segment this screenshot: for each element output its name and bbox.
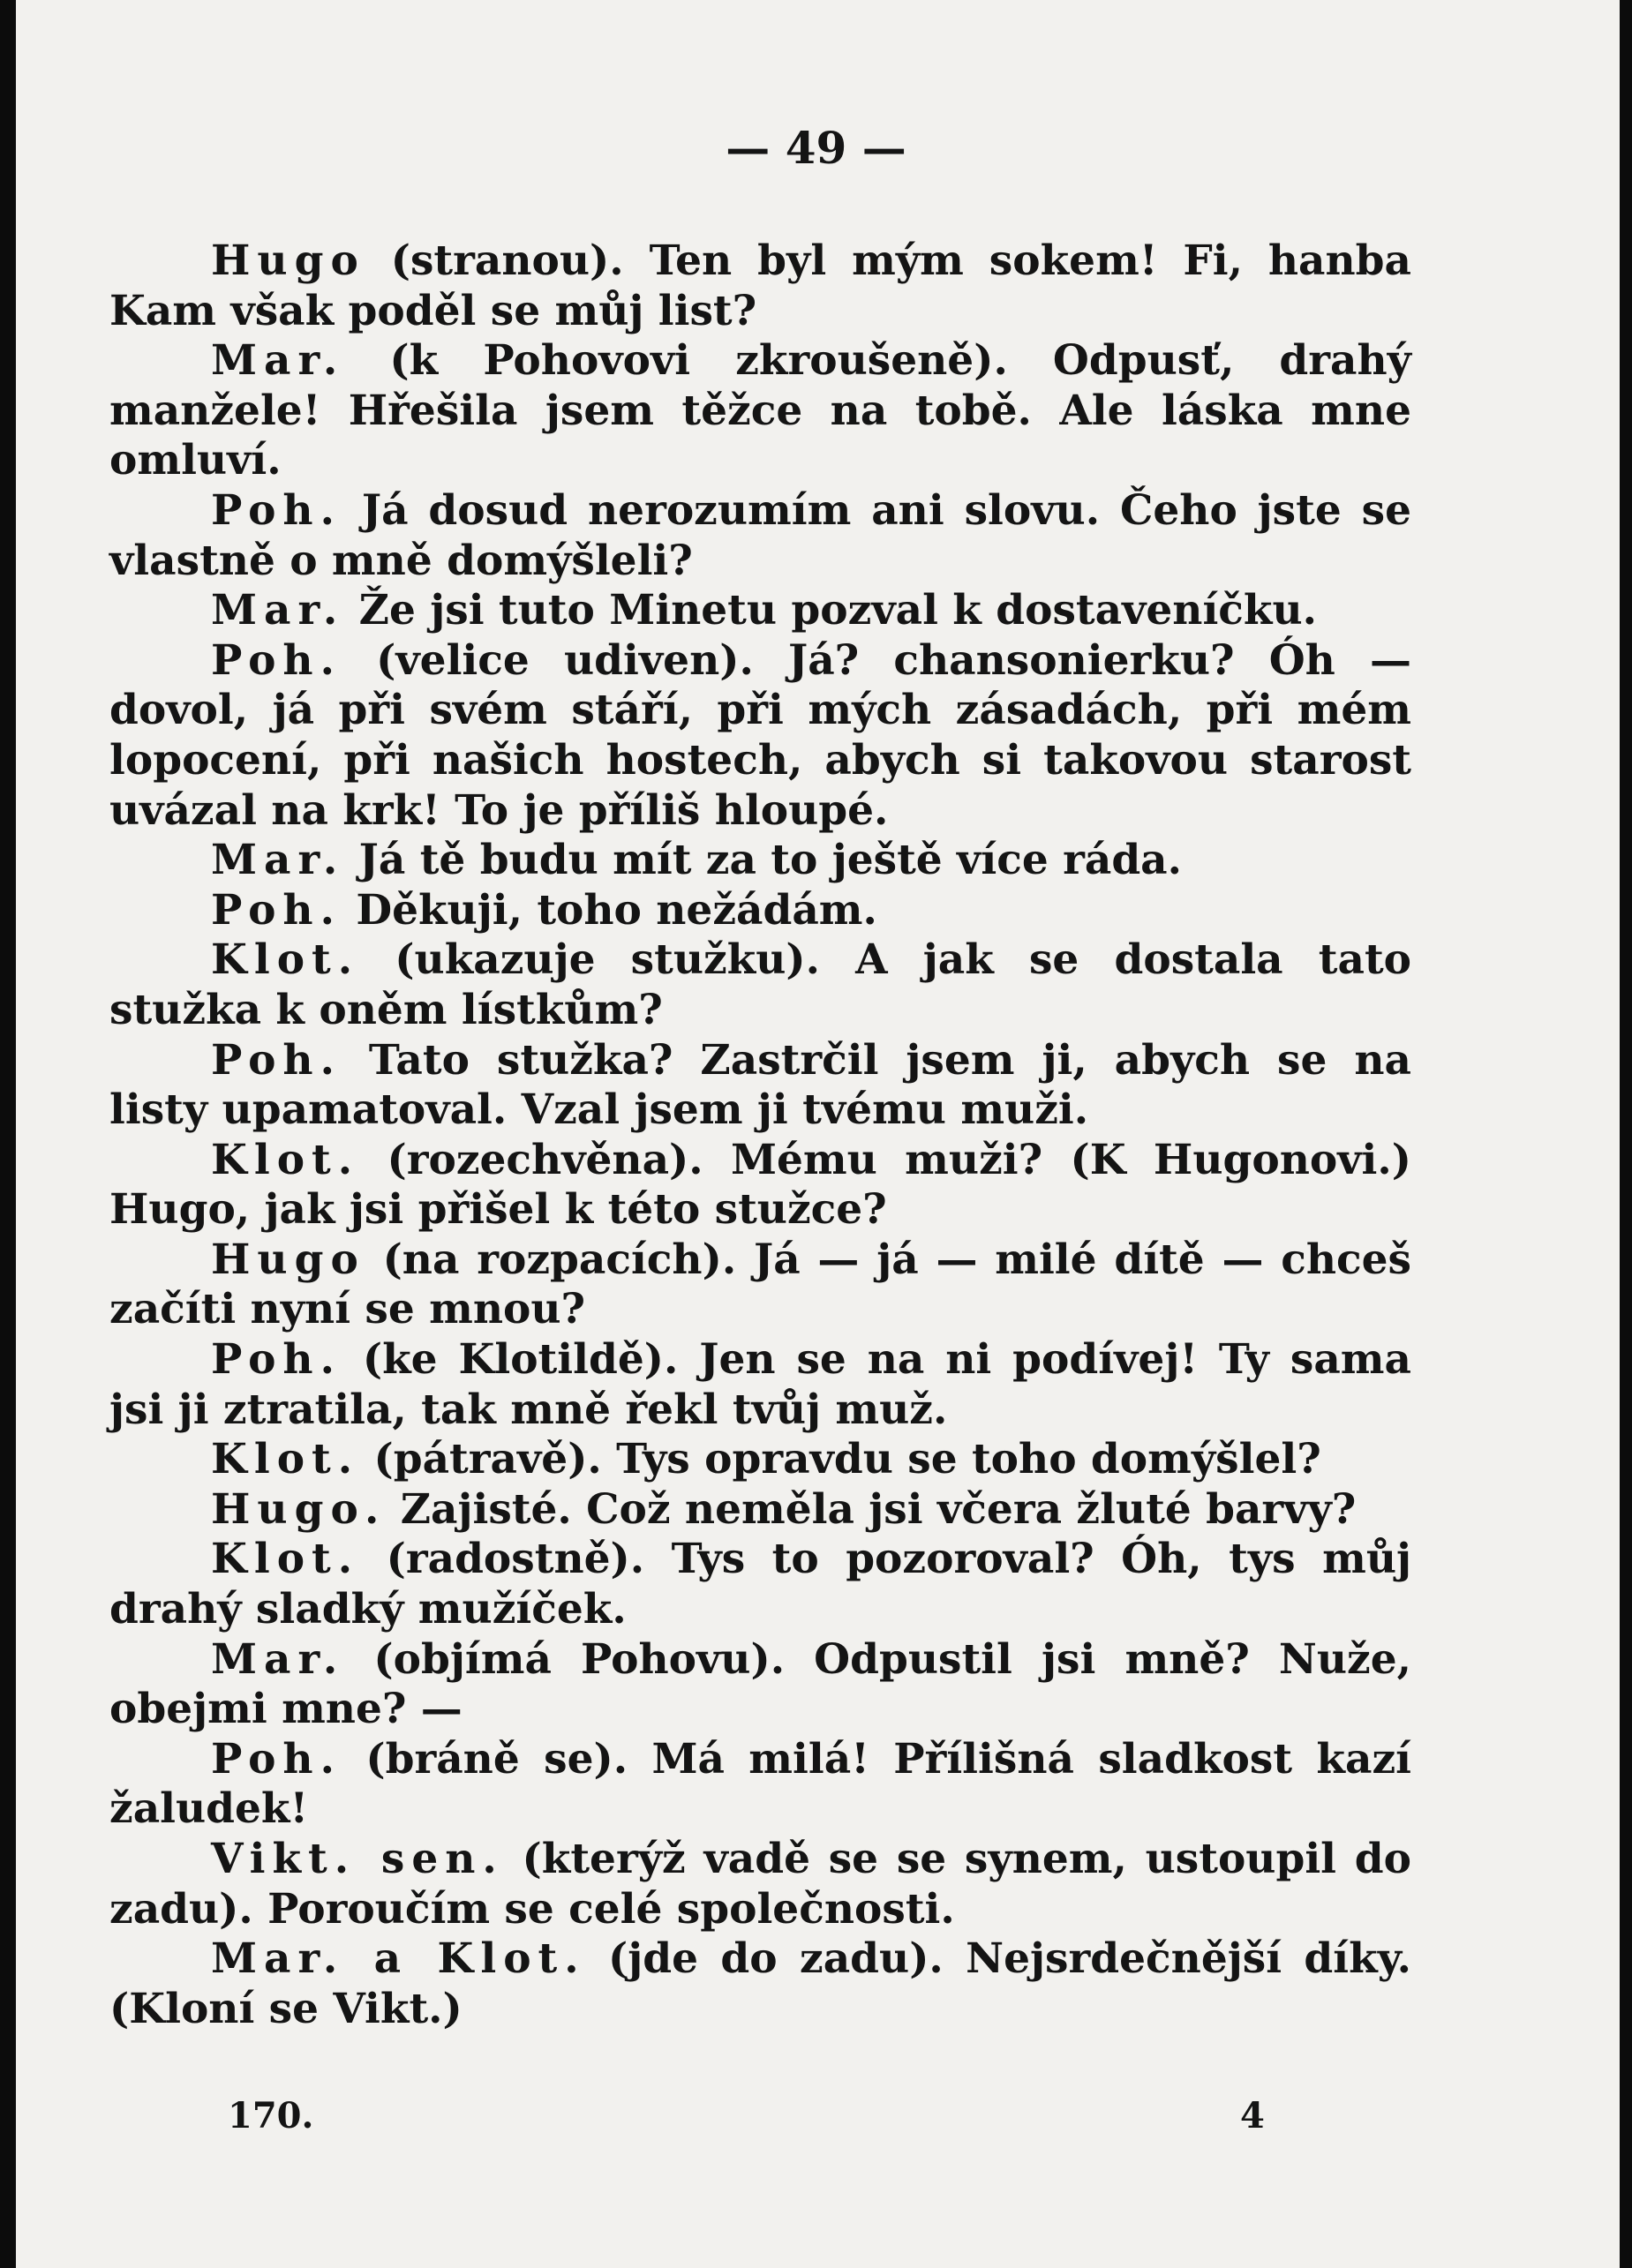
speech-text: (pátravě). Tys opravdu se toho domýšlel? xyxy=(359,1435,1321,1484)
dialogue-paragraph xyxy=(109,1934,1411,2034)
speaker-name: Mar. xyxy=(211,1634,345,1684)
sheet-number: 4 xyxy=(1240,2095,1265,2137)
speaker-name: Klot. xyxy=(211,1135,360,1184)
dialogue-paragraph xyxy=(109,836,1411,886)
speaker-name: Mar. xyxy=(211,586,345,635)
dialogue-paragraph xyxy=(109,486,1411,586)
speech-text: (ke Klotildě). Jen se na ni podívej! Ty sama jsi ji ztratila, tak mně řekl tvůj muž. xyxy=(109,1335,1411,1434)
speaker-name: Mar. xyxy=(211,336,345,386)
speech-text: (kterýž vadě se se synem, ustoupil do zadu). Poroučím se celé společnosti. xyxy=(109,1835,1411,1934)
page-footer xyxy=(0,2095,1632,2148)
speech-text: (rozechvěna). Mému muži? (K Hugonovi.) Hugo, jak jsi přišel k této stužce? xyxy=(109,1135,1411,1235)
dialogue-paragraph xyxy=(109,1735,1411,1835)
speaker-name: Klot. xyxy=(211,935,360,985)
speech-text: (stranou). Ten byl mým sokem! Fi, hanba Kam však poděl se můj list? xyxy=(109,237,1411,335)
speech-text: (ukazuje stužku). A jak se dostala tato stužka k oněm lístkům? xyxy=(109,935,1411,1034)
page-number: — 49 — xyxy=(726,122,906,174)
dialogue-paragraph xyxy=(109,935,1411,1035)
dialogue-text xyxy=(109,237,1411,2034)
dialogue-paragraph xyxy=(109,1635,1411,1735)
speaker-name: Poh. xyxy=(211,1335,342,1385)
dialogue-paragraph xyxy=(109,1835,1411,1934)
printer-signature: 170. xyxy=(228,2095,314,2137)
dialogue-paragraph xyxy=(109,886,1411,936)
speaker-name: Klot. xyxy=(211,1535,360,1584)
speaker-name: Vikt. sen. xyxy=(211,1835,504,1883)
speaker-name: Hugo. xyxy=(211,1484,387,1534)
speech-text: Já dosud nerozumím ani slovu. Čeho jste se vlastně o mně domýšleli? xyxy=(109,485,1411,585)
dialogue-paragraph xyxy=(109,636,1411,836)
speaker-name: Mar. xyxy=(211,836,345,885)
speaker-name: Poh. xyxy=(211,1734,342,1784)
dialogue-paragraph xyxy=(109,237,1411,336)
speech-text: (velice udiven). Já? chansonierku? Óh — dovol, já při svém stáří, při mých zásadách, při mém lopocení, při našich hostech, abych si takovou starost uvázal na krk! To je příliš hloupé. xyxy=(109,635,1411,835)
dialogue-paragraph xyxy=(109,336,1411,486)
dialogue-paragraph xyxy=(109,1136,1411,1235)
speech-text: (objímá Pohovu). Odpustil jsi mně? Nuže, obejmi mne? — xyxy=(109,1634,1411,1734)
dialogue-paragraph xyxy=(109,1036,1411,1136)
speaker-name: Klot. xyxy=(211,1435,360,1484)
scan-edge-right xyxy=(1620,0,1632,2268)
scan-edge-left xyxy=(0,0,16,2268)
speech-text: (bráně se). Má milá! Přílišná sladkost kazí žaludek! xyxy=(109,1734,1411,1834)
speaker-name: Hugo xyxy=(211,237,365,285)
speaker-name: Poh. xyxy=(211,885,342,935)
speech-text: (k Pohovovi zkroušeně). Odpusť, drahý manžele! Hřešila jsem těžce na tobě. Ale láska mne omluví. xyxy=(109,336,1411,485)
speech-text: Že jsi tuto Minetu pozval k dostaveníčku. xyxy=(344,586,1318,635)
speaker-name: Poh. xyxy=(211,485,342,535)
speaker-name: Mar. a Klot. xyxy=(211,1934,586,1984)
speech-text: (radostně). Tys to pozoroval? Óh, tys můj drahý sladký mužíček. xyxy=(109,1535,1411,1634)
speaker-name: Hugo xyxy=(211,1235,365,1284)
speech-text: Já tě budu mít za to ještě více ráda. xyxy=(344,836,1182,885)
dialogue-paragraph xyxy=(109,1485,1411,1536)
speech-text: Tato stužka? Zastrčil jsem ji, abych se na listy upamatoval. Vzal jsem ji tvému muži. xyxy=(109,1035,1411,1135)
speech-text: Děkuji, toho nežádám. xyxy=(341,885,877,935)
speech-text: (na rozpacích). Já — já — milé dítě — chceš začíti nyní se mnou? xyxy=(109,1235,1411,1334)
speech-text: Zajisté. Což neměla jsi včera žluté barvy? xyxy=(386,1484,1357,1534)
speaker-name: Poh. xyxy=(211,635,342,685)
dialogue-paragraph xyxy=(109,1535,1411,1634)
speaker-name: Poh. xyxy=(211,1035,342,1085)
dialogue-paragraph xyxy=(109,1435,1411,1485)
dialogue-paragraph xyxy=(109,586,1411,636)
dialogue-paragraph xyxy=(109,1235,1411,1335)
dialogue-paragraph xyxy=(109,1335,1411,1435)
speech-text: (jde do zadu). Nejsrdečnější díky. (Kloní se Vikt.) xyxy=(109,1934,1411,2033)
